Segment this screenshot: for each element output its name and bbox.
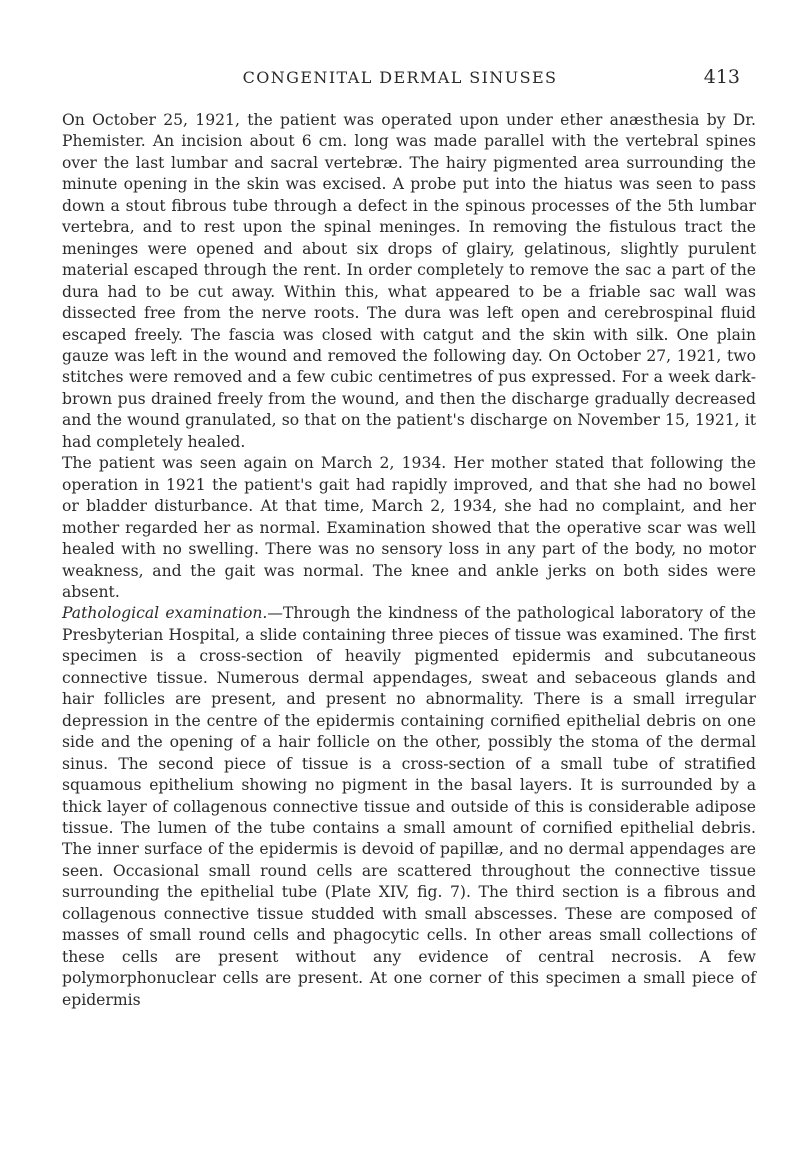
body-text (62, 110, 756, 1011)
paragraph-follow-up-text: The patient was seen again on March 2, 1934. Her mother stated that following the operation in 1921 the patient's gait had rapidly improved, and that she had no bowel or bladder disturbance. At that time, March 2, 1934, she had no complaint, and her mother regarded her as normal. Examination showed that the operative scar was well healed with no swelling. There was no sensory loss in any part of the body, no motor weakness, and the gait was normal. The knee and ankle jerks on both sides were absent. (62, 454, 756, 601)
paragraph-follow-up (62, 453, 756, 603)
running-title: CONGENITAL DERMAL SINUSES (242, 68, 558, 87)
paragraph-pathology-text: —Through the kindness of the pathological laboratory of the Presbyterian Hospital, a slide containing three pieces of tissue was examined. The first specimen is a cross-section of heavily pigmented epidermis and subcutaneous connective tissue. Numerous dermal appendages, sweat and sebaceous glands and hair follicles are present, and present no abnormality. There is a small irregular depression in the centre of the epidermis containing cornified epithelial debris on one side and the opening of a hair follicle on the other, possibly the stoma of the dermal sinus. The second piece of tissue is a cross-section of a small tube of stratified squamous epithelium showing no pigment in the basal layers. It is surrounded by a thick layer of collagenous connective tissue and outside of this is considerable adipose tissue. The lumen of the tube contains a small amount of cornified epithelial debris. The inner surface of the epidermis is devoid of papillæ, and no dermal appendages are seen. Occasional small round cells are scattered throughout the connective tissue surrounding the epithelial tube (Plate XIV, fig. 7). The third section is a fibrous and collagenous connective tissue studded with small abscesses. These are composed of masses of small round cells and phagocytic cells. In other areas small collections of these cells are present without any evidence of central necrosis. A few polymorphonuclear cells are present. At one corner of this specimen a small piece of epidermis (62, 604, 756, 1009)
paragraph-operation-text: On October 25, 1921, the patient was operated upon under ether anæsthesia by Dr. Phemister. An incision about 6 cm. long was made parallel with the vertebral spines over the last lumbar and sacral vertebræ. The hairy pigmented area surrounding the minute opening in the skin was excised. A probe put into the hiatus was seen to pass down a stout fibrous tube through a defect in the spinous processes of the 5th lumbar vertebra, and to rest upon the spinal meninges. In removing the fistulous tract the meninges were opened and about six drops of glairy, gelatinous, slightly purulent material escaped through the rent. In order completely to remove the sac a part of the dura had to be cut away. Within this, what appeared to be a friable sac wall was dissected free from the nerve roots. The dura was left open and cerebrospinal fluid escaped freely. The fascia was closed with catgut and the skin with silk. One plain gauze was left in the wound and removed the following day. On October 27, 1921, two stitches were removed and a few cubic centimetres of pus expressed. For a week dark-brown pus drained freely from the wound, and then the discharge gradually decreased and the wound granulated, so that on the patient's discharge on November 15, 1921, it had completely healed. (62, 111, 756, 451)
paragraph-pathology (62, 603, 756, 1011)
running-header (0, 66, 800, 92)
pathology-heading: Pathological examination. (62, 604, 268, 623)
page-number: 413 (703, 66, 740, 88)
paragraph-operation (62, 110, 756, 453)
